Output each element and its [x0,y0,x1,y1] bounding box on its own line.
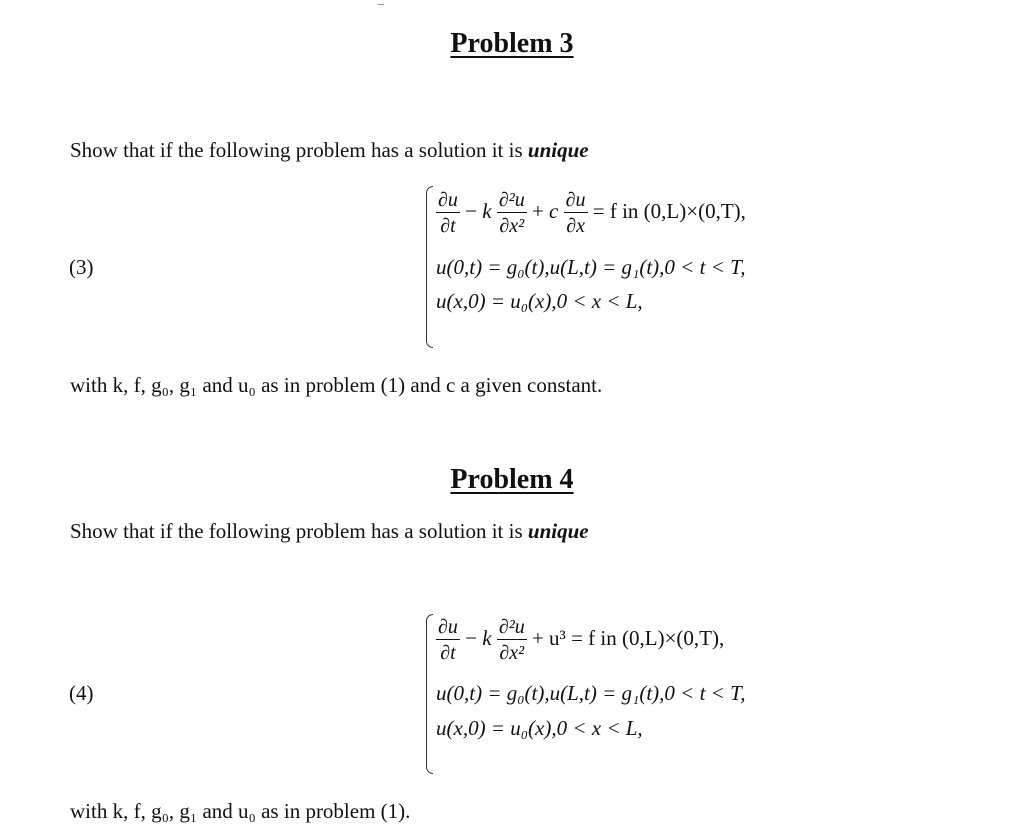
equation-3-line-1: $\frac{\partial u}{\partial t}$ − k $\frac{\text{∂²u}}{\text{∂x²}}$ + c $\frac{\partial u}{\partial x}$ = f in (0,L)×(0,T), [438,189,746,237]
equation-4-line-3: u(x,0) = u₀(x),0 < x < L, [436,716,643,740]
equation-3-number: (3) [69,255,94,279]
problem-4-title: Problem 4 [450,464,574,495]
problem-3-title: Problem 3 [450,28,574,59]
d2u-dx2-fraction: $\frac{\text{∂²u}}{\text{∂x²}}$ [498,189,525,237]
equation-4-number: (4) [69,681,94,705]
equation-4-brace [426,614,433,774]
equation-3-brace [426,186,433,348]
problem-4-closing: with k, f, g₀, g₁ and u₀ as in problem (1). [70,799,411,823]
problem-3-intro-emphasis: unique [527,138,589,162]
problem-3-closing: with k, f, g₀, g₁ and u₀ as in problem (1) and c a given constant. [70,373,603,397]
du-dx-fraction: $\frac{\partial u}{\partial x}$ [565,189,586,237]
equation-3-line-1-tail: = f in (0,L)×(0,T), [592,198,746,223]
d2u-dx2-fraction: $\frac{\text{∂²u}}{\text{∂x²}}$ [498,616,525,664]
top-edge-mark [378,0,384,5]
problem-4-intro [70,519,589,544]
problem-3-intro [70,138,589,163]
equation-4-line-2: u(0,t) = g₀(t),u(L,t) = g₁(t),0 < t < T, [436,681,746,705]
du-dt-fraction: $\frac{\partial u}{\partial t}$ [438,616,458,664]
equation-3-line-2: u(0,t) = g₀(t),u(L,t) = g₁(t),0 < t < T, [436,255,746,279]
problem-3-intro-text: Show that if the following problem has a solution it is [70,138,528,162]
problem-4-intro-emphasis: unique [527,519,589,543]
equation-3-line-3: u(x,0) = u₀(x),0 < x < L, [436,289,643,313]
equation-4-line-1: $\frac{\partial u}{\partial t}$ − k $\frac{\text{∂²u}}{\text{∂x²}}$ + u³ = f in (0,L)×(0,T), [438,616,725,664]
problem-4-intro-text: Show that if the following problem has a solution it is [70,519,528,543]
du-dt-fraction: $\frac{\partial u}{\partial t}$ [438,189,458,237]
equation-4-line-1-tail: + u³ = f in (0,L)×(0,T), [531,625,725,650]
